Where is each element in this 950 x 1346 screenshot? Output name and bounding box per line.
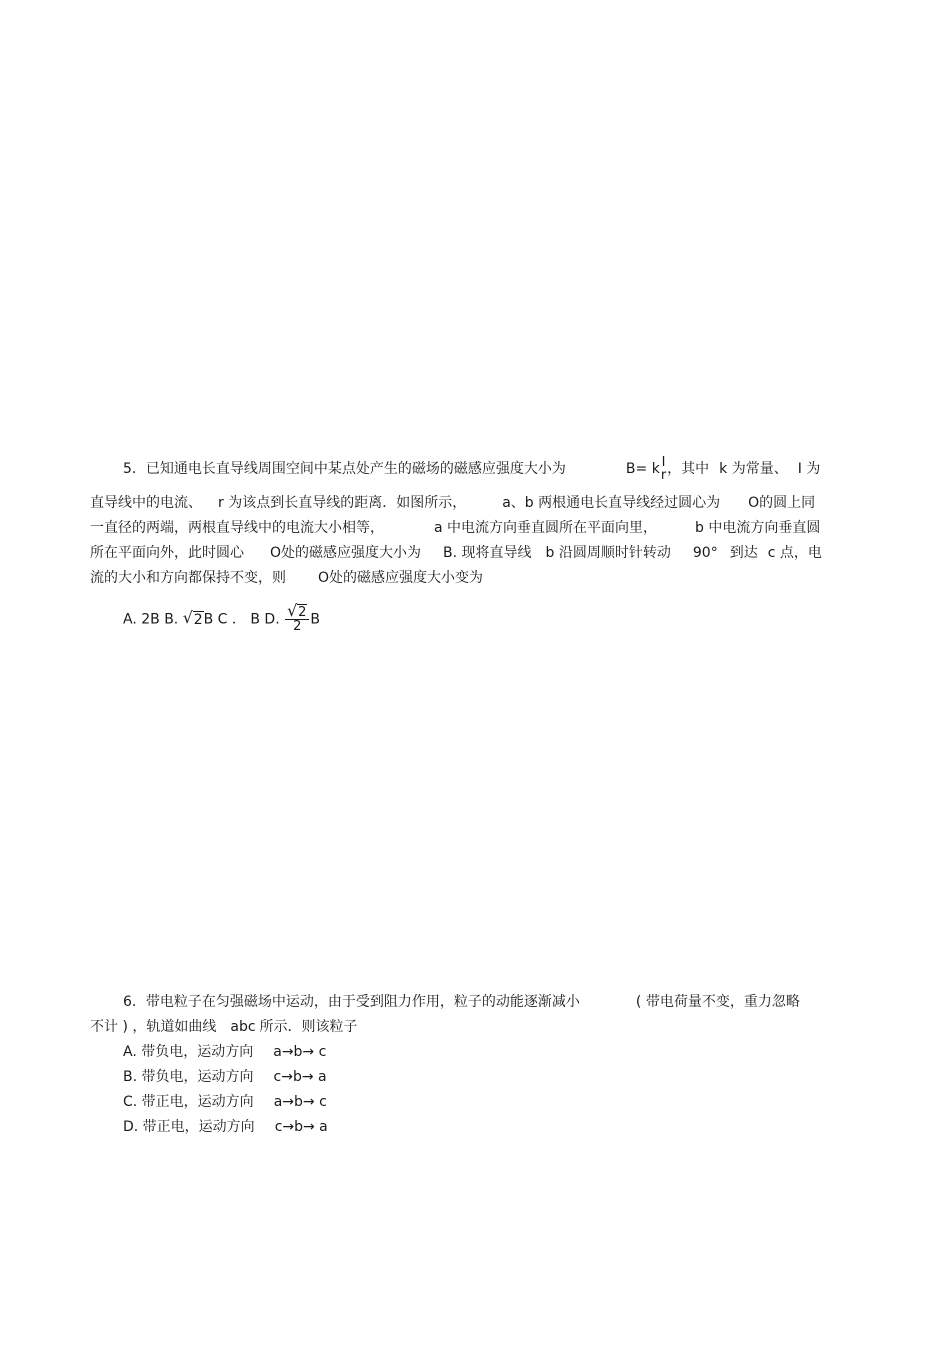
q6-option-path: c→b→ a <box>274 1119 328 1135</box>
sqrt-icon: √ <box>182 607 193 627</box>
q5-option-d-tail: B <box>310 611 320 628</box>
q5-line-5 <box>90 568 483 588</box>
q6-text: abc <box>230 1019 256 1035</box>
q5-text: a、b 两根通电长直导线经过圆心为 <box>502 495 721 511</box>
q5-option-b-sqrt <box>183 607 204 633</box>
q6-text: 不计 ) ，轨道如曲线 <box>90 1019 217 1035</box>
q5-line-1 <box>123 455 821 483</box>
sqrt-icon: √ <box>287 601 298 620</box>
q6-text: ( 带电荷量不变，重力忽略 <box>635 994 800 1010</box>
q5-text: B. 现将直导线 <box>443 545 532 561</box>
q5-option-bc: B C ． B D. <box>203 611 285 628</box>
q6-text: 6．带电粒子在匀强磁场中运动，由于受到阻力作用，粒子的动能逐渐减小 <box>123 994 580 1010</box>
q5-option-d-num <box>285 601 309 620</box>
q5-text: 5．已知通电长直导线周围空间中某点处产生的磁场的磁感应强度大小为 <box>123 461 566 477</box>
q6-option-label: C. 带正电，运动方向 <box>123 1094 254 1110</box>
q6-text: 所示．则该粒子 <box>259 1019 358 1035</box>
q5-option-d-den: 2 <box>293 619 302 634</box>
q6-line-1 <box>123 992 800 1012</box>
q5-option-d-radicand: 2 <box>298 605 307 620</box>
q5-option-d-sqrt <box>287 601 307 620</box>
q5-text: a 中电流方向垂直圆所在平面向里， <box>434 520 658 536</box>
q5-line-3 <box>90 518 820 538</box>
q5-text: 流的大小和方向都保持不变，则 <box>90 570 286 586</box>
q6-option-c <box>123 1092 327 1112</box>
q5-text: r 为该点到长直导线的距离．如图所示， <box>218 495 467 511</box>
q5-text: 到达 <box>729 545 758 561</box>
q5-text: 直导线中的电流、 <box>90 495 202 511</box>
q6-option-b <box>123 1067 327 1087</box>
q6-option-path: a→b→ c <box>273 1094 327 1110</box>
q6-option-label: A. 带负电，运动方向 <box>123 1044 254 1060</box>
q5-text: 所在平面向外，此时圆心 <box>90 545 244 561</box>
q5-text: 90° <box>692 545 718 561</box>
q6-option-label: D. 带正电，运动方向 <box>123 1119 255 1135</box>
q5-line-4 <box>90 543 822 563</box>
q5-line-2 <box>90 493 815 513</box>
q6-option-path: a→b→ c <box>273 1044 327 1060</box>
q5-frac-num: I <box>661 455 666 470</box>
q6-option-d <box>123 1117 328 1137</box>
q5-formula-fraction <box>661 456 666 482</box>
q5-text: k 为常量、 <box>719 461 788 477</box>
q5-options <box>123 601 320 634</box>
q6-line-2 <box>90 1017 358 1037</box>
q6-option-path: c→b→ a <box>273 1069 327 1085</box>
q5-frac-den: r <box>660 468 667 483</box>
q5-text: b 沿圆周顺时针转动 <box>545 545 671 561</box>
q5-text: O的圆上同 <box>748 495 816 511</box>
q5-formula-b: B= k <box>625 461 660 477</box>
q5-sqrt-radicand: 2 <box>193 611 203 628</box>
q5-text: O处的磁感应强度大小变为 <box>318 570 484 586</box>
q5-option-d-fraction <box>285 601 309 634</box>
q5-text: ，其中 <box>667 461 710 477</box>
q6-option-label: B. 带负电，运动方向 <box>123 1069 254 1085</box>
q5-text: b 中电流方向垂直圆 <box>695 520 821 536</box>
q5-text: c 点，电 <box>767 545 822 561</box>
q5-text: 一直径的两端，两根直导线中的电流大小相等， <box>90 520 384 536</box>
q5-text: I 为 <box>797 461 821 477</box>
q5-option-a: A. 2B B. <box>123 611 183 628</box>
q6-option-a <box>123 1042 326 1062</box>
q5-text: O处的磁感应强度大小为 <box>270 545 422 561</box>
